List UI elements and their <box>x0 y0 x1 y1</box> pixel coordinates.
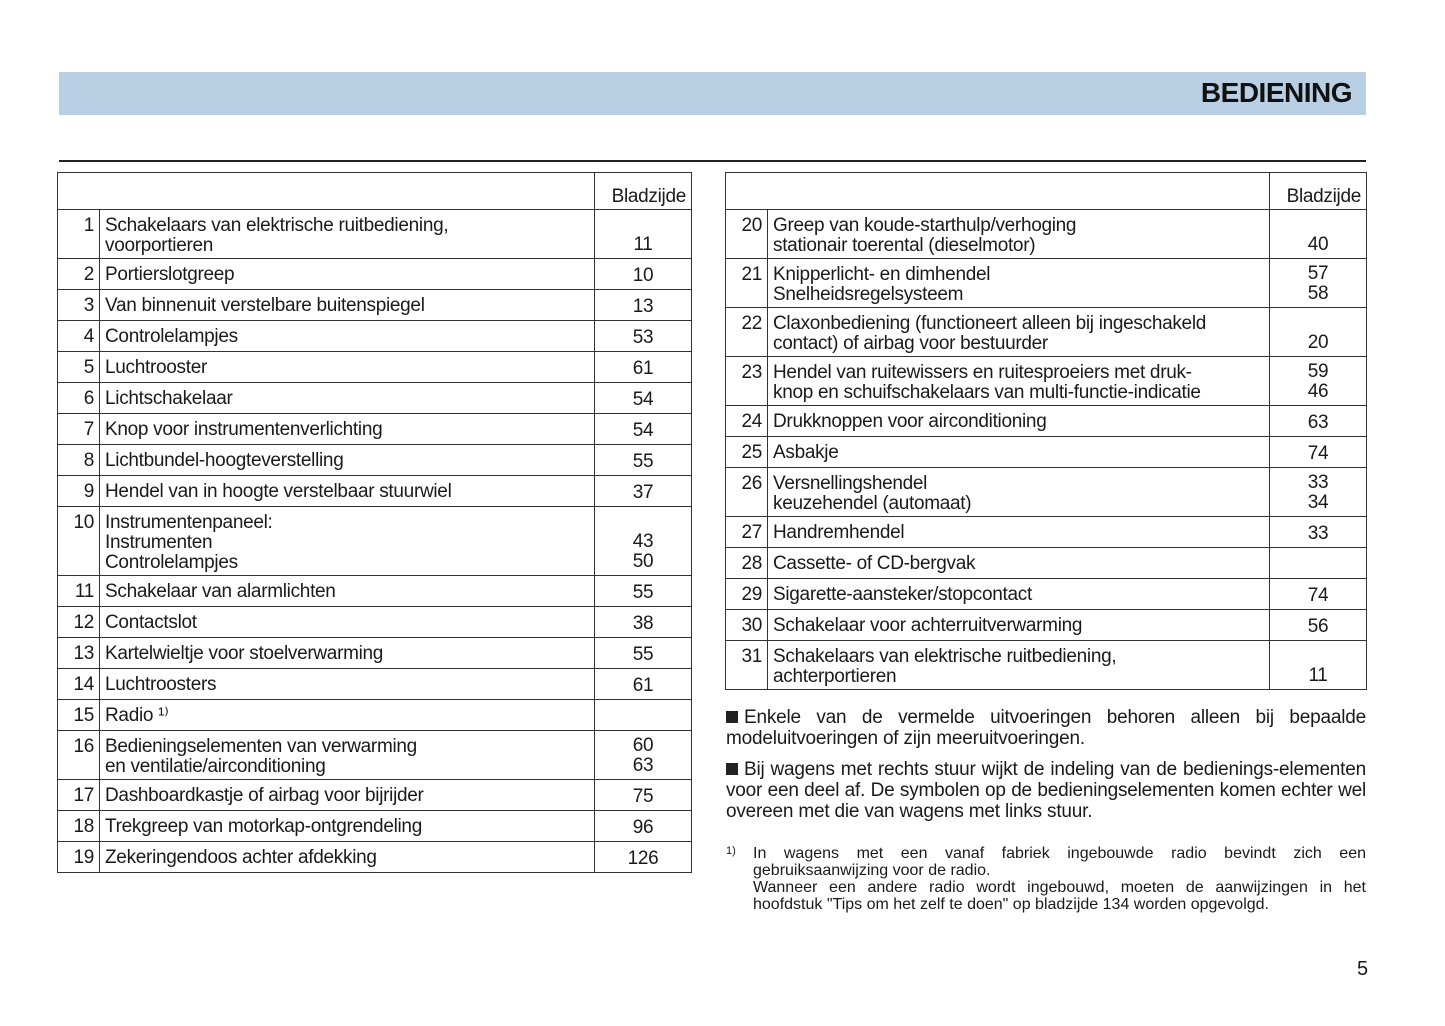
footnote-text: In wagens met een vanaf fabriek ingebouwde radio bevindt zich een gebruiksaanwijzing voor de radio. Wanneer een andere radio wordt ingebouwd, moeten de aanwijzingen in het hoofdstuk "Tips om het zelf te doen" op bladzijde 134 worden opgevolgd. <box>753 845 1366 913</box>
item-description: Greep van koude-starthulp/verhoging stationair toerental (dieselmotor) <box>768 210 1270 259</box>
item-page <box>595 700 692 731</box>
item-number: 29 <box>726 579 768 610</box>
notes <box>726 707 1366 832</box>
note-text: Bij wagens met rechts stuur wijkt de indeling van de bedienings-elementen voor een deel af. De symbolen op de bedieningselementen komen echter wel overeen met die van wagens met links stuur. <box>726 759 1366 822</box>
item-description: Asbakje <box>768 437 1270 468</box>
page-column-header: Bladzijde <box>1270 173 1367 210</box>
item-page: 11 <box>1270 641 1367 690</box>
item-number: 15 <box>58 700 100 731</box>
item-description: Contactslot <box>100 607 595 638</box>
table-row <box>58 700 692 731</box>
item-page: 38 <box>595 607 692 638</box>
item-description: Hendel van ruitewissers en ruitesproeiers met druk- knop en schuifschakelaars van multi-functie-indicatie <box>768 357 1270 406</box>
item-number: 2 <box>58 259 100 290</box>
item-description: Trekgreep van motorkap-ontgrendeling <box>100 811 595 842</box>
table-row <box>58 811 692 842</box>
item-number: 12 <box>58 607 100 638</box>
table-row <box>58 638 692 669</box>
table-row <box>58 210 692 259</box>
item-description: Luchtroosters <box>100 669 595 700</box>
table-row <box>726 579 1367 610</box>
table-row <box>58 731 692 780</box>
controls-table-left <box>57 172 692 873</box>
table-row <box>58 507 692 576</box>
item-page: 55 <box>595 638 692 669</box>
item-page: 53 <box>595 321 692 352</box>
item-description: Van binnenuit verstelbare buitenspiegel <box>100 290 595 321</box>
page-number: 5 <box>1357 958 1369 980</box>
item-description: Knop voor instrumentenverlichting <box>100 414 595 445</box>
table-row <box>726 406 1367 437</box>
table-row <box>726 259 1367 308</box>
item-description: Radio ¹⁾ <box>100 700 595 731</box>
item-description: Luchtrooster <box>100 352 595 383</box>
footnote-mark: 1) <box>726 845 736 857</box>
table-row <box>58 842 692 873</box>
item-page: 63 <box>1270 406 1367 437</box>
table-row <box>58 669 692 700</box>
item-number: 14 <box>58 669 100 700</box>
item-number: 17 <box>58 780 100 811</box>
item-page: 56 <box>1270 610 1367 641</box>
item-page: 11 <box>595 210 692 259</box>
item-number: 18 <box>58 811 100 842</box>
item-description: Portierslotgreep <box>100 259 595 290</box>
footnote <box>726 845 1366 913</box>
item-description: Schakelaars van elektrische ruitbediening, voorportieren <box>100 210 595 259</box>
item-number: 24 <box>726 406 768 437</box>
item-page: 55 <box>595 576 692 607</box>
item-page: 61 <box>595 352 692 383</box>
item-page: 60 63 <box>595 731 692 780</box>
bullet-square-icon <box>726 711 738 723</box>
item-number: 3 <box>58 290 100 321</box>
item-page: 10 <box>595 259 692 290</box>
item-description: Lichtbundel-hoogteverstelling <box>100 445 595 476</box>
item-page: 55 <box>595 445 692 476</box>
item-page: 33 34 <box>1270 468 1367 517</box>
table-row <box>726 610 1367 641</box>
item-page: 54 <box>595 414 692 445</box>
item-description: Dashboardkastje of airbag voor bijrijder <box>100 780 595 811</box>
item-page: 74 <box>1270 437 1367 468</box>
item-number: 5 <box>58 352 100 383</box>
item-page: 40 <box>1270 210 1367 259</box>
item-number: 28 <box>726 548 768 579</box>
item-number: 10 <box>58 507 100 576</box>
table-row <box>58 780 692 811</box>
table-row <box>58 383 692 414</box>
table-row <box>58 290 692 321</box>
item-page: 74 <box>1270 579 1367 610</box>
table-row <box>726 641 1367 690</box>
item-number: 13 <box>58 638 100 669</box>
item-number: 16 <box>58 731 100 780</box>
table-row <box>58 445 692 476</box>
table-row <box>58 259 692 290</box>
item-number: 4 <box>58 321 100 352</box>
item-description: Lichtschakelaar <box>100 383 595 414</box>
table-row <box>58 321 692 352</box>
item-page: 33 <box>1270 517 1367 548</box>
item-number: 30 <box>726 610 768 641</box>
item-number: 20 <box>726 210 768 259</box>
item-description: Drukknoppen voor airconditioning <box>768 406 1270 437</box>
table-row <box>58 607 692 638</box>
item-description: Claxonbediening (functioneert alleen bij ingeschakeld contact) of airbag voor bestuurder <box>768 308 1270 357</box>
table-row <box>726 308 1367 357</box>
item-number: 31 <box>726 641 768 690</box>
item-number: 7 <box>58 414 100 445</box>
item-number: 21 <box>726 259 768 308</box>
item-number: 26 <box>726 468 768 517</box>
table-row <box>726 210 1367 259</box>
item-description: Sigarette-aansteker/stopcontact <box>768 579 1270 610</box>
note <box>726 707 1366 749</box>
item-description: Versnellingshendel keuzehendel (automaat) <box>768 468 1270 517</box>
controls-table-right <box>725 172 1367 690</box>
item-description: Schakelaar voor achterruitverwarming <box>768 610 1270 641</box>
item-description: Instrumentenpaneel: Instrumenten Controlelampjes <box>100 507 595 576</box>
section-title: BEDIENING <box>1200 77 1352 108</box>
table-row <box>726 437 1367 468</box>
item-number: 23 <box>726 357 768 406</box>
item-description: Kartelwieltje voor stoelverwarming <box>100 638 595 669</box>
table-row <box>726 517 1367 548</box>
item-description: Schakelaars van elektrische ruitbediening, achterportieren <box>768 641 1270 690</box>
page-column-header: Bladzijde <box>595 173 692 210</box>
table-row <box>58 576 692 607</box>
note <box>726 759 1366 822</box>
item-page: 20 <box>1270 308 1367 357</box>
item-number: 1 <box>58 210 100 259</box>
item-number: 19 <box>58 842 100 873</box>
item-page <box>1270 548 1367 579</box>
item-number: 22 <box>726 308 768 357</box>
item-page: 13 <box>595 290 692 321</box>
item-description: Cassette- of CD-bergvak <box>768 548 1270 579</box>
table-row <box>58 414 692 445</box>
table-row <box>58 476 692 507</box>
item-page: 61 <box>595 669 692 700</box>
item-page: 96 <box>595 811 692 842</box>
item-description: Schakelaar van alarmlichten <box>100 576 595 607</box>
item-page: 59 46 <box>1270 357 1367 406</box>
section-banner <box>59 72 1366 115</box>
item-description: Hendel van in hoogte verstelbaar stuurwiel <box>100 476 595 507</box>
table-row <box>726 548 1367 579</box>
item-number: 6 <box>58 383 100 414</box>
item-page: 43 50 <box>595 507 692 576</box>
item-description: Controlelampjes <box>100 321 595 352</box>
divider <box>59 160 1366 162</box>
item-number: 9 <box>58 476 100 507</box>
item-page: 37 <box>595 476 692 507</box>
item-page: 126 <box>595 842 692 873</box>
item-number: 27 <box>726 517 768 548</box>
table-row <box>726 468 1367 517</box>
item-description: Bedieningselementen van verwarming en ventilatie/airconditioning <box>100 731 595 780</box>
item-description: Zekeringendoos achter afdekking <box>100 842 595 873</box>
item-description: Knipperlicht- en dimhendel Snelheidsregelsysteem <box>768 259 1270 308</box>
item-number: 25 <box>726 437 768 468</box>
table-row <box>58 352 692 383</box>
note-text: Enkele van de vermelde uitvoeringen behoren alleen bij bepaalde modeluitvoeringen of zijn meeruitvoeringen. <box>726 707 1366 749</box>
table-row <box>726 357 1367 406</box>
item-page: 75 <box>595 780 692 811</box>
item-page: 57 58 <box>1270 259 1367 308</box>
item-description: Handremhendel <box>768 517 1270 548</box>
item-page: 54 <box>595 383 692 414</box>
bullet-square-icon <box>726 763 738 775</box>
item-number: 8 <box>58 445 100 476</box>
item-number: 11 <box>58 576 100 607</box>
